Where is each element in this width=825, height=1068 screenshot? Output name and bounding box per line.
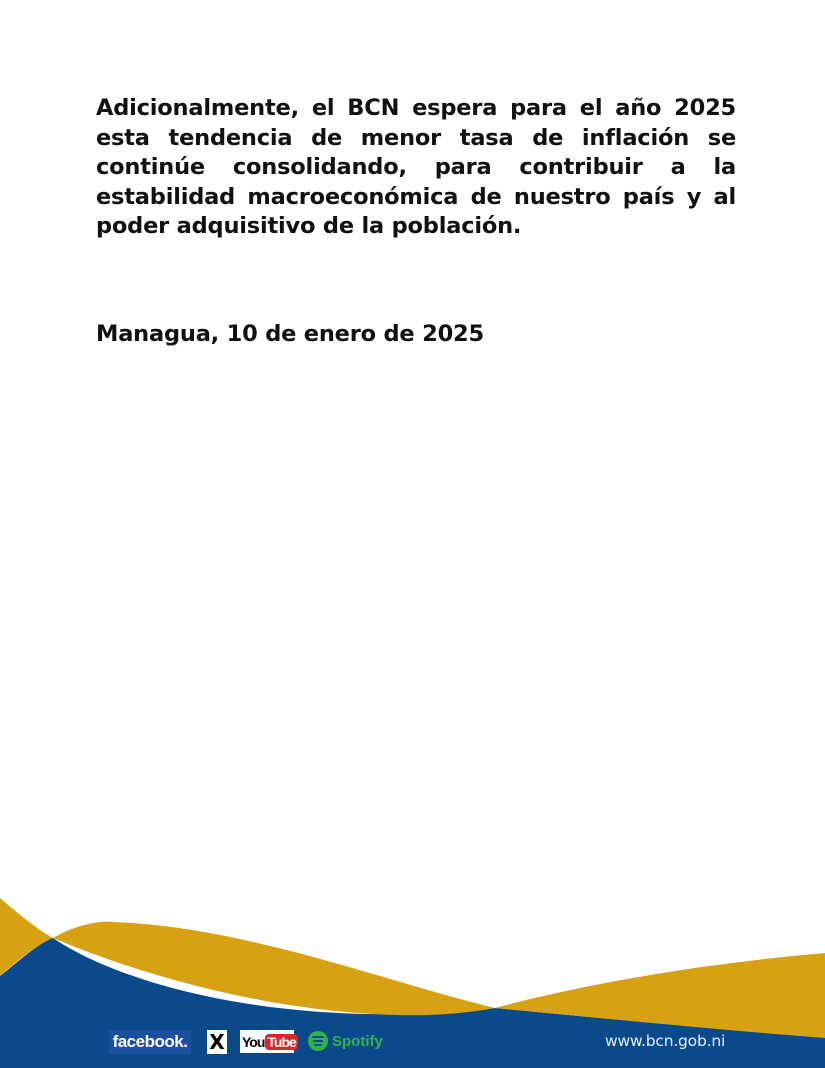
- spotify-icon: [308, 1031, 328, 1051]
- spotify-label: Spotify: [332, 1032, 383, 1050]
- place-date-line: Managua, 10 de enero de 2025: [96, 321, 484, 347]
- x-logo[interactable]: X: [207, 1030, 227, 1054]
- youtube-tube-text: Tube: [267, 1033, 296, 1050]
- youtube-logo[interactable]: [240, 1030, 294, 1053]
- website-link[interactable]: www.bcn.gob.ni: [605, 1032, 726, 1050]
- youtube-you-text: You: [242, 1033, 265, 1050]
- spotify-logo[interactable]: [308, 1030, 383, 1052]
- body-paragraph: Adicionalmente, el BCN espera para el año 2025 esta tendencia de menor tasa de inflación se continúe consolidando, para contribuir a la estabilidad macroeconómica de nuestro país y al poder adquisitivo de la población.: [96, 95, 736, 239]
- facebook-logo[interactable]: facebook.: [109, 1030, 191, 1054]
- footer-banner: [0, 880, 825, 1068]
